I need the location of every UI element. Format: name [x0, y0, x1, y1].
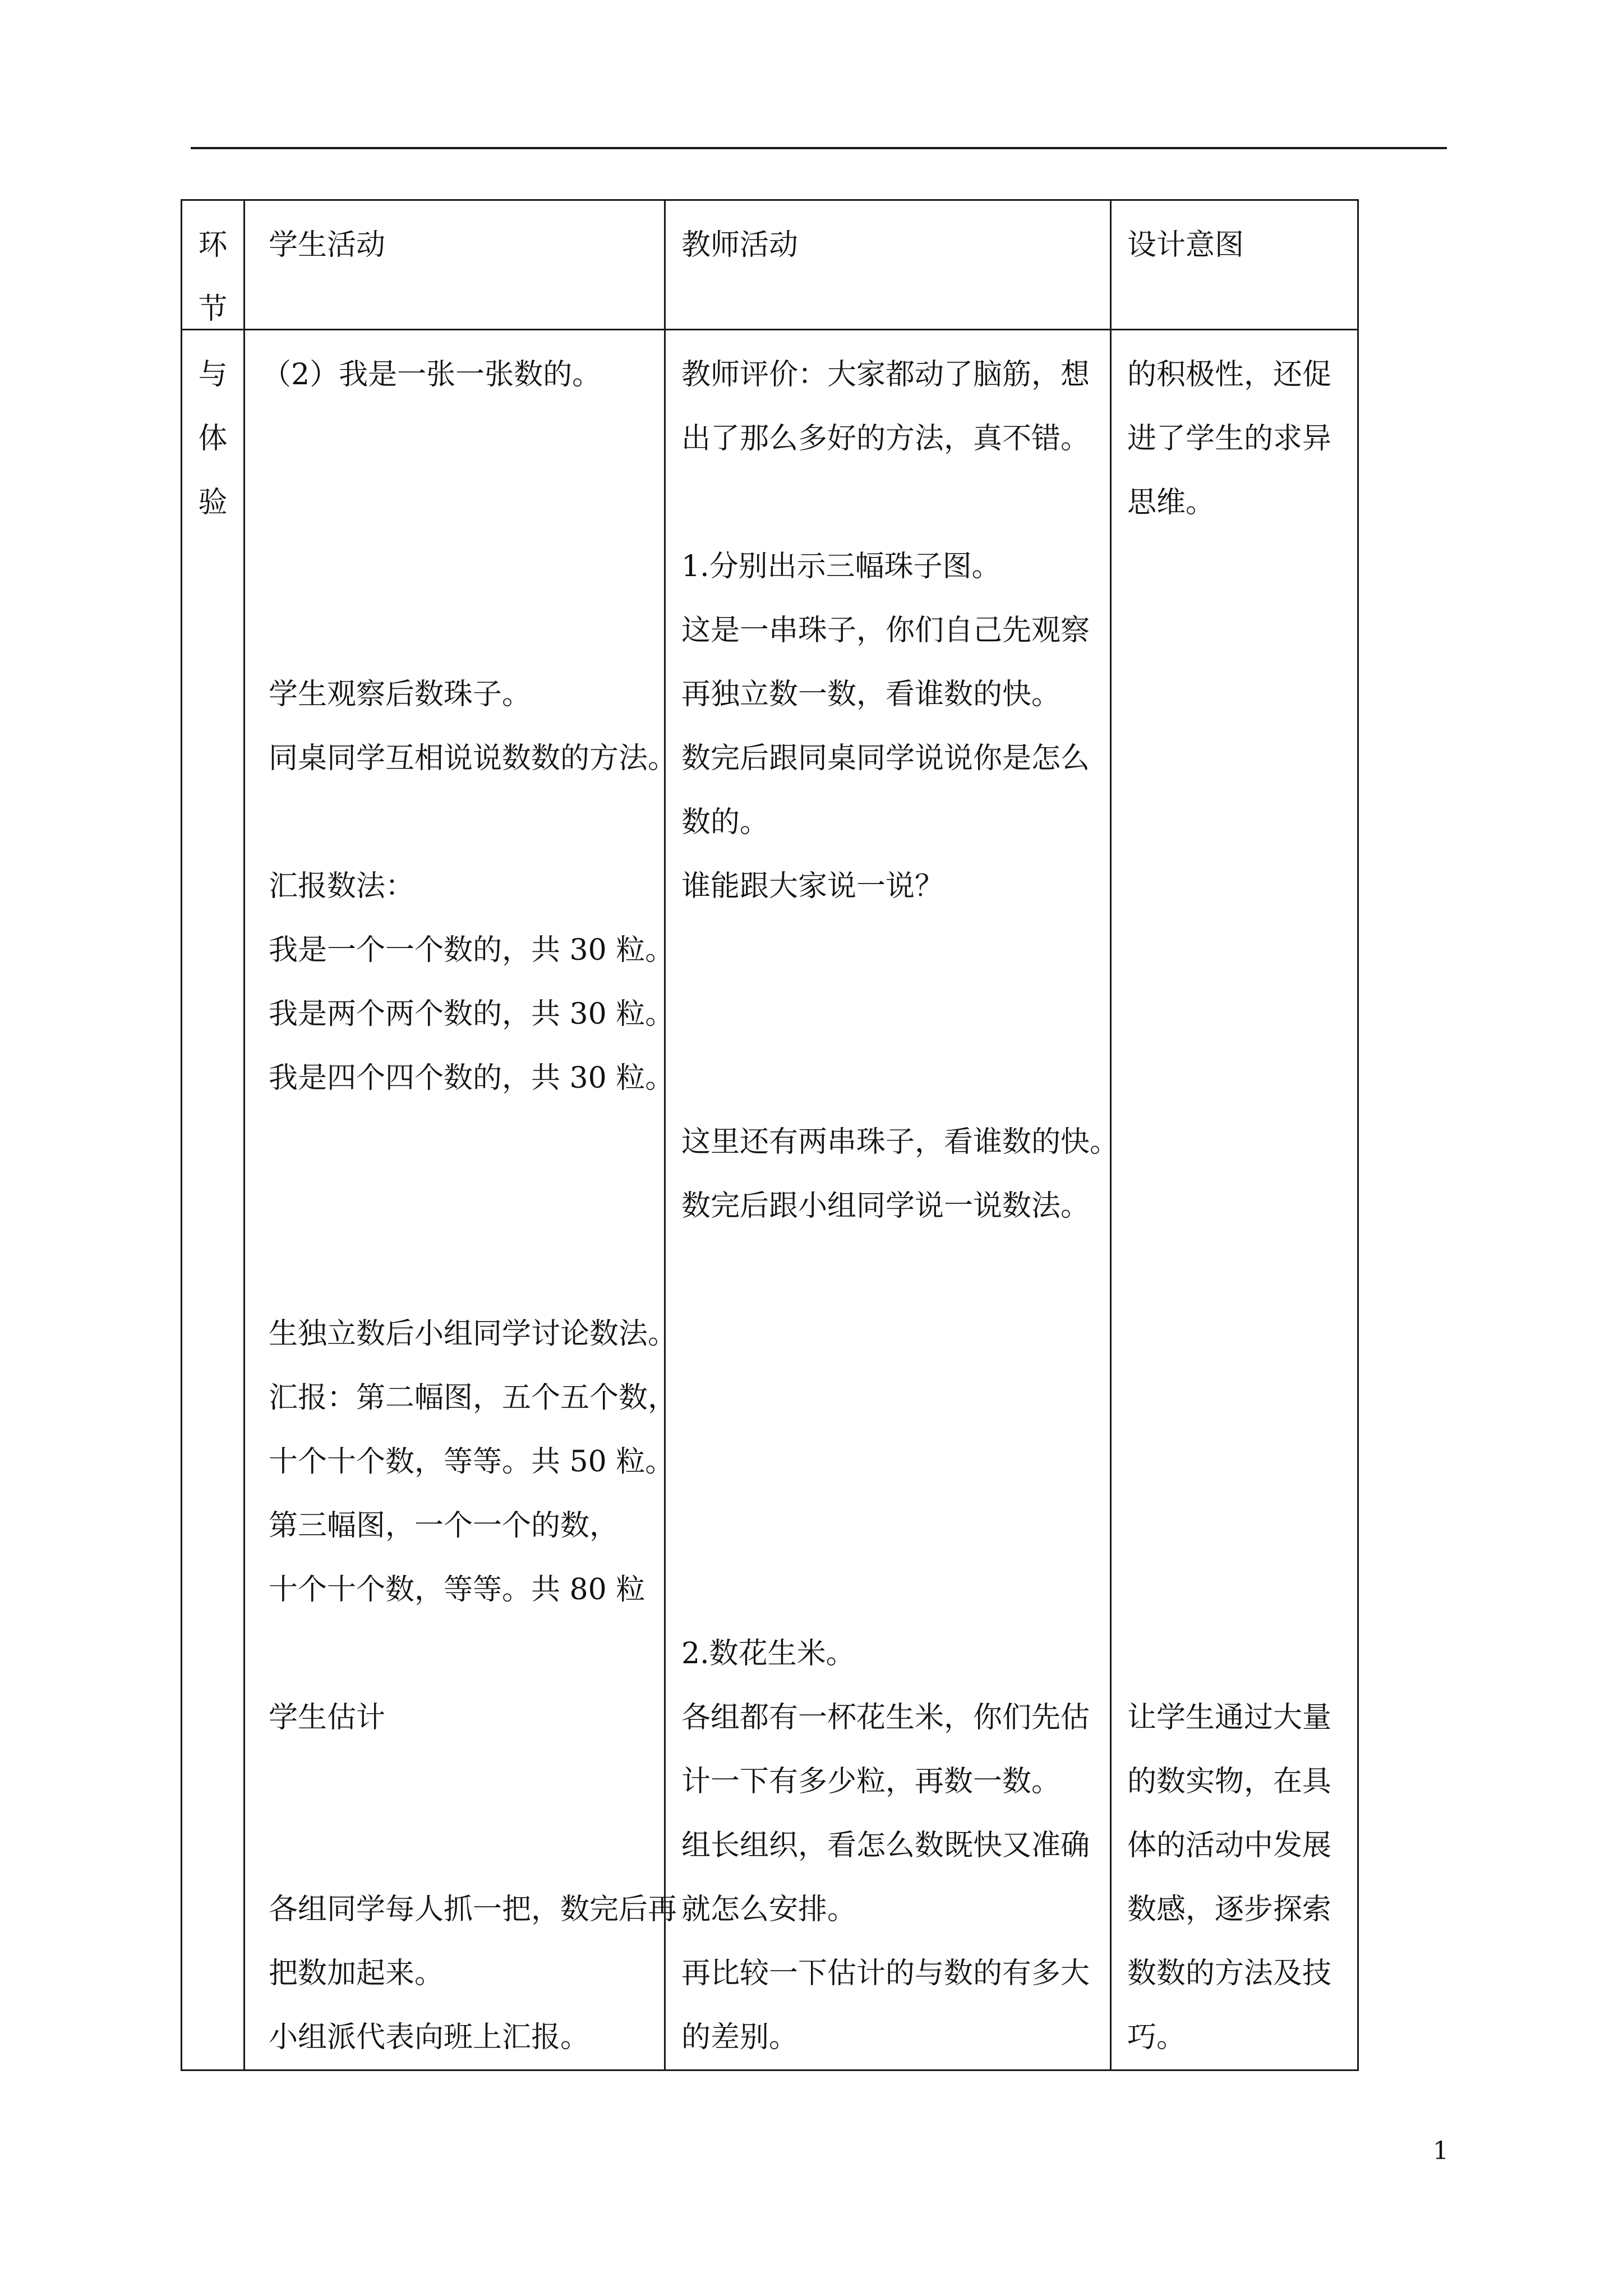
- teacher-line: 这是一串珠子，你们自己先观察: [681, 614, 1090, 647]
- student-line: 学生观察后数珠子。: [269, 678, 532, 711]
- student-line: 各组同学每人抓一把，数完后再: [269, 1893, 677, 1926]
- teacher-line: 的差别。: [681, 2021, 799, 2054]
- student-line: 把数加起来。: [269, 1957, 444, 1990]
- intent-line: 让学生通过大量: [1127, 1701, 1332, 1734]
- header-student-activity: 学生活动: [269, 228, 386, 262]
- intent-line: 数数的方法及技: [1127, 1957, 1332, 1990]
- student-line: 第三幅图，一个一个的数，: [269, 1509, 619, 1543]
- page-number: 1: [1433, 2137, 1449, 2165]
- intent-line: 体的活动中发展: [1127, 1829, 1332, 1862]
- table-header-row: [182, 200, 1358, 330]
- header-segment-cell: [182, 200, 245, 330]
- header-design-intent: 设计意图: [1127, 228, 1244, 262]
- teacher-line: 教师评价：大家都动了脑筋，想: [681, 358, 1090, 392]
- teacher-line: 各组都有一杯花生米，你们先估: [681, 1701, 1090, 1734]
- intent-line: 的积极性，还促: [1127, 358, 1332, 392]
- student-activity-cell: [245, 330, 677, 2070]
- lesson-plan-table: [181, 199, 1359, 2071]
- segment-char: 验: [198, 486, 228, 519]
- segment-cell: [182, 330, 245, 2070]
- teacher-line: 计一下有多少粒，再数一数。: [681, 1765, 1061, 1798]
- teacher-line: 1.分别出示三幅珠子图。: [681, 550, 1001, 583]
- intent-line: 进了学生的求异: [1127, 422, 1332, 455]
- student-line: 汇报数法：: [269, 869, 415, 903]
- design-intent-cell: [1111, 330, 1358, 2070]
- table-body-row: [182, 330, 1358, 2070]
- teacher-line: 谁能跟大家说一说？: [681, 869, 944, 903]
- header-segment-char: 环: [198, 228, 228, 262]
- teacher-line: 这里还有两串珠子，看谁数的快。: [681, 1125, 1119, 1159]
- teacher-line: 出了那么多好的方法，真不错。: [681, 422, 1090, 455]
- teacher-line: 数完后跟同桌同学说说你是怎么: [681, 742, 1090, 775]
- student-line: 十个十个数，等等。共 50 粒。: [269, 1445, 675, 1479]
- teacher-line: 再比较一下估计的与数的有多大: [681, 1957, 1090, 1990]
- student-line: 我是一个一个数的，共 30 粒。: [269, 933, 675, 967]
- segment-char: 体: [198, 422, 228, 455]
- teacher-line: 数完后跟小组同学说一说数法。: [681, 1189, 1090, 1223]
- teacher-line: 就怎么安排。: [681, 1893, 857, 1926]
- student-line: 我是四个四个数的，共 30 粒。: [269, 1061, 675, 1095]
- teacher-line: 再独立数一数，看谁数的快。: [681, 678, 1061, 711]
- teacher-activity-cell: [665, 330, 1119, 2070]
- student-line: 汇报：第二幅图，五个五个数，: [269, 1381, 677, 1415]
- student-line: 生独立数后小组同学讨论数法。: [269, 1317, 677, 1351]
- teacher-line: 组长组织，看怎么数既快又准确: [681, 1829, 1090, 1862]
- student-line: 十个十个数，等等。共 80 粒: [269, 1573, 645, 1607]
- intent-line: 巧。: [1127, 2021, 1186, 2054]
- teacher-line: 数的。: [681, 806, 769, 839]
- intent-line: 的数实物，在具: [1127, 1765, 1332, 1798]
- header-teacher-activity: 教师活动: [681, 228, 799, 262]
- teacher-line: 2.数花生米。: [681, 1637, 855, 1671]
- student-line: 我是两个两个数的，共 30 粒。: [269, 997, 675, 1031]
- segment-char: 与: [198, 358, 228, 392]
- header-teacher-cell: [665, 200, 1111, 330]
- header-segment-char: 节: [198, 292, 228, 326]
- student-line: 学生估计: [269, 1701, 386, 1734]
- intent-line: 数感，逐步探索: [1127, 1893, 1332, 1926]
- intent-line: 思维。: [1127, 486, 1215, 519]
- student-line: 同桌同学互相说说数数的方法。: [269, 742, 677, 775]
- student-line: 小组派代表向班上汇报。: [269, 2021, 590, 2054]
- header-intent-cell: [1111, 200, 1358, 330]
- header-student-cell: [245, 200, 665, 330]
- student-line: （2）我是一张一张数的。: [262, 358, 602, 392]
- header-rule: [191, 147, 1447, 149]
